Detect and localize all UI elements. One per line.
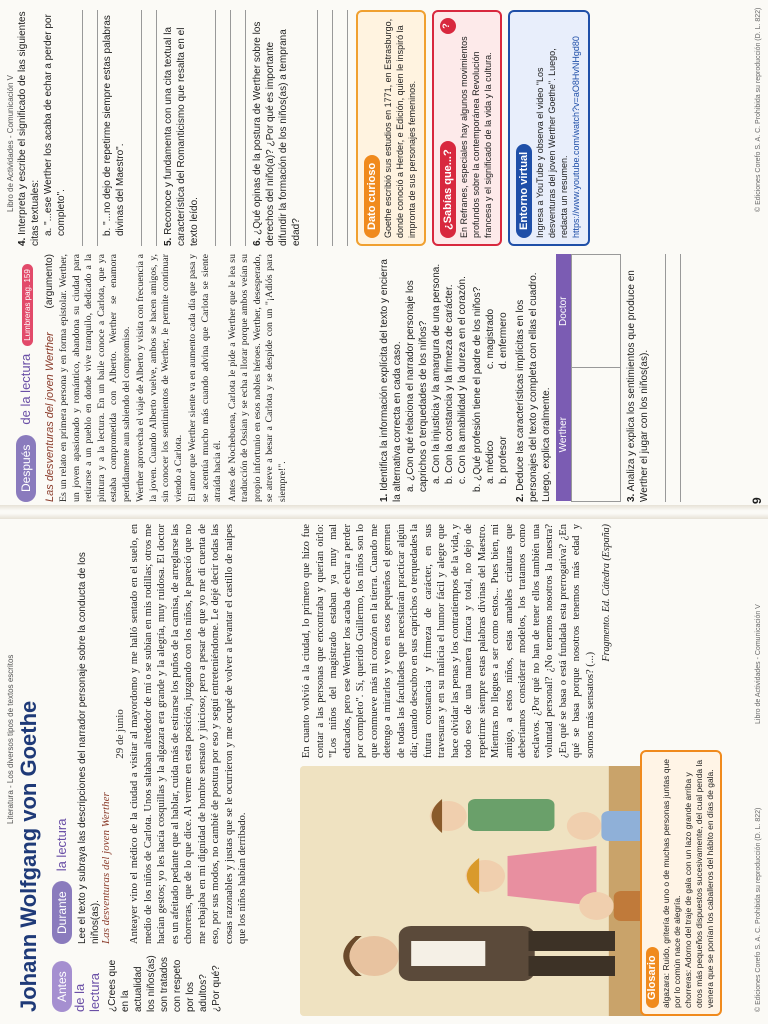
answer-line-6-1[interactable] xyxy=(303,10,318,246)
glosario-entry-1: algazara: Ruido, gritería de uno o de muchas personas juntas que por lo común nace de alegría. xyxy=(661,758,682,1008)
despues-sub: de la lectura xyxy=(18,353,33,425)
answer-line-5-1[interactable] xyxy=(201,10,216,246)
right-runhead: Libro de Actividades - Comunicación V xyxy=(6,75,15,212)
author-title: Johann Wolfgang von Goethe xyxy=(16,700,41,1012)
left-runhead: Literatura - Los diversos tipos de textos escritos xyxy=(6,654,15,824)
synopsis-paragraph-3: El amor que Werther siente va en aumento cada día que pasa y se acentúa mucho más cuando advina que Carlota se siente atraída hacia él. xyxy=(187,254,223,502)
question-2: 2. Deduce las características implícitas en los personajes del texto y completa con ellas el cuadro. Luego, explica oralmente. xyxy=(515,272,552,502)
q1b-option-b[interactable]: b. profesor xyxy=(498,436,509,484)
questions-column-2 xyxy=(16,10,590,246)
story-title: Las desventuras del joven Werther xyxy=(100,792,112,944)
synopsis-paragraph-4: Antes de Nochebuena, Carlota le pide a Werther que le lea su traducción de Ossian y se echa a llorar porque ambos veían su propio infortunio en esos nobles héroes. Werther, desesperado, se atreve a besar a Carlota y se despide con un "¡Adiós para siempre!". xyxy=(226,254,288,502)
q1b-option-d[interactable]: d. enfermero xyxy=(498,312,509,369)
answer-line-5-3[interactable] xyxy=(231,10,246,246)
synopsis-block xyxy=(44,254,291,502)
lumbreras-link[interactable]: Lumbreras pag. 159 xyxy=(22,264,33,346)
antes-question: ¿Crees que en la actualidad los niños(as) son tratados con respeto por los adultos? ¿Por qué? xyxy=(107,955,222,1012)
answer-line-4b-1[interactable] xyxy=(127,10,142,246)
question-4: 4. Interpreta y escribe el significado de las siguientes citas textuales: xyxy=(17,11,41,246)
question-mark-icon: ? xyxy=(440,18,456,34)
page-number: 9 xyxy=(750,497,764,504)
despues-pill: Después xyxy=(16,435,36,502)
glosario-title: Glosario xyxy=(646,947,659,1008)
table-header-doctor: Doctor xyxy=(556,255,572,368)
answer-line-3a[interactable] xyxy=(651,254,666,502)
synopsis-kind: (argumento) xyxy=(44,254,55,309)
q1a-option-b[interactable]: b. Con la constancia y la firmeza de carácter. xyxy=(444,284,455,484)
despues-header xyxy=(16,252,36,502)
story-block xyxy=(100,524,256,944)
glosario-box xyxy=(640,750,722,1016)
entorno-virtual-url[interactable]: https://www.youtube.com/watch?v=aO8HvNHgd80 xyxy=(571,36,581,238)
question-3: 3. Analiza y explica los sentimientos que produce en Werther el jugar con los niños(as). xyxy=(626,270,650,502)
answer-line-4b-2[interactable] xyxy=(142,10,157,246)
answer-line-6-3[interactable] xyxy=(333,10,348,246)
q1b-option-a[interactable]: a. médico xyxy=(485,440,496,484)
questions-column-1 xyxy=(378,254,681,502)
question-6: 6. ¿Qué opinas de la postura de Werther sobre los derechos del niño(a)? ¿Por qué es importante difundir la formación de los niños(as) a temprana edad? xyxy=(252,21,302,246)
durante-pill: Durante xyxy=(52,881,72,944)
durante-sub: la lectura xyxy=(54,818,69,872)
story-source: Fragmento. Ed. Cátedra (España) xyxy=(601,524,612,662)
question-4a: a. "...ese Werther los acaba de echar a perder por completo". xyxy=(43,14,67,236)
entorno-virtual-title: Entorno virtual xyxy=(516,144,532,238)
right-footline: © Ediciones Corefo S. A. C. Prohibida su reproducción (D. L. 822) xyxy=(755,7,762,212)
question-1: 1. Identifica la información explícita del texto y encierra la alternativa correcta en cada caso. xyxy=(379,259,403,502)
answer-line-6-2[interactable] xyxy=(318,10,333,246)
synopsis-title: Las desventuras del joven Werther xyxy=(44,332,56,502)
durante-section xyxy=(52,524,102,944)
antes-pill: Antes xyxy=(52,961,72,1012)
answer-line-4a-2[interactable] xyxy=(83,10,98,246)
question-5: 5. Reconoce y fundamenta con una cita textual la característica del Romanticismo que resalta en el texto leído. xyxy=(163,26,200,246)
answer-line-3b[interactable] xyxy=(666,254,681,502)
table-header-werther: Werther xyxy=(556,368,572,502)
story-date: 29 de junio xyxy=(114,709,126,759)
characters-table xyxy=(556,254,621,502)
story-block-continued xyxy=(300,524,612,758)
synopsis-paragraph-1: Es un relato en primera persona y en forma epistolar. Werther, un joven apasionado y romántico, abandona su ciudad para retirarse a un pueblo en donde vive tranquilo, dedicado a la pintura y a la lectura. En un baile conoce a Carlota, que ya estaba comprometida con Alberto. Werther se enamora perdidamente aun sabiendo del compromiso. xyxy=(58,254,132,502)
left-footline: © Ediciones Corefo S. A. C. Prohibida su reproducción (D. L. 822) xyxy=(755,807,762,1012)
left-side-label: Libro de Actividades - Comunicación V xyxy=(755,604,762,724)
synopsis-paragraph-2: Werther aprovecha el viaje de Alberto y visita con frecuencia a la joven. Cuando Alberto vuelve, ambos se hacen amigos, y, sin conocer los sentimientos de Werther, le permite continuar viendo a Carlota. xyxy=(135,254,184,502)
question-1a: a. ¿Con qué relaciona el narrador personaje los caprichos o terquedades de los niños? xyxy=(405,280,429,492)
q1a-option-c[interactable]: c. Con la amabilidad y la dureza en el corazón. xyxy=(457,276,468,484)
question-1b: b. ¿Qué profesión tiene el padre de los niños? xyxy=(472,286,483,492)
q1b-option-c[interactable]: c. magistrado xyxy=(485,308,496,369)
q1a-option-a[interactable]: a. Con la injusticia y la amargura de una persona. xyxy=(431,263,442,484)
sabias-que-box xyxy=(432,10,502,246)
dato-curioso-title: Dato curioso xyxy=(364,155,380,238)
antes-section xyxy=(52,952,223,1012)
durante-instruction: Lee el texto y subraya las descripciones del narrador personaje sobre la conducta de los niños(as). xyxy=(77,552,101,944)
table-cell-werther[interactable] xyxy=(572,368,621,502)
sabias-que-text: En Refranes, especiales hay algunos movimientos profundos sobre la contemporánea Revolución francesa y el significado de la vida y la cultura. xyxy=(459,36,493,238)
story-paragraph-1: Anteayer vino el médico de la ciudad a visitar al mayordomo y me halló sentado en el suelo, en medio de los niños de Carlota. Unos saltaban alrededor de mí o se subían en mis rodillas; otros me hacían gestos; yo les hacía cosquillas y la algazara era grande y la alegría, muy ruidosa. El doctor es un afeitado pedante que al hablar, cuida más de estirarse los puños de la camisa, de arreglarse las chorreras, que de lo que dice. Al verme en esta posición, juzgando con los niños, le pareció que no me rebajaba en mi dignidad de hombre sensato y juicioso; pero a pesar de que yo me di cuenta de eso, por sus modos, no cambié de postura por eso y seguí entreteniéndome. Le dejé decir todas las cosas razonables y justas que se le ocurrieron y me ocupé de volver a levantar el castillo de naipes que los niños habían derribado. xyxy=(129,524,248,944)
answer-line-5-2[interactable] xyxy=(216,10,231,246)
q1b-options xyxy=(484,254,510,502)
dato-curioso-box xyxy=(356,10,426,246)
table-cell-doctor[interactable] xyxy=(572,255,621,368)
glosario-entry-2: chorreras: Adorno del traje de gala con un lazo grande arriba y otros más pequeños dispuestos sucesivamente, del cual penda la venera que se ponían los caballeros del hábito en días de gala. xyxy=(683,759,715,1008)
sabias-que-title: ¿Sabías que...? xyxy=(440,141,456,238)
answer-line-4a-1[interactable] xyxy=(68,10,83,246)
antes-sub: de la lectura xyxy=(72,972,102,1012)
dato-curioso-text: Goethe escribió sus estudios en 1771, en Estrasburgo, donde conoció a Herder, e Edición, quien le inspiró la impronta de sus personajes femeninos. xyxy=(383,18,417,238)
left-page xyxy=(0,512,768,1024)
entorno-virtual-text: Ingresa a YouTube y observa el video "Los desventuras del joven Werther Goethe". Luego, redacta un resumen. xyxy=(535,48,569,238)
entorno-virtual-box xyxy=(508,10,590,246)
question-4b: b. "...no dejo de repetirme siempre estas palabras divinas del Maestro". xyxy=(102,15,126,236)
story-paragraph-2: En cuanto volvió a la ciudad, lo primero que hizo fue contar a las personas que encontraba y querían oírlo: "Los niños del magistrado estaban ya muy mal educados, pero ese Werther los acaba de echar a perder por completo". Sí, querido Guillermo, los niños son lo que conmueve más mi corazón en la tierra. Cuando me detengo a mirarlos y veo en esos pequeños el germen de todas las facultades que necesitarán practicar algún día; cuando descubro en sus caprichos o terquedades la futura constancia y firmeza de carácter, en sus travesuras y en su malicia el humor fácil y alegre que hace olvidar las penas y los contratiempos de la vida, y todo eso de una manera franca y total, no dejo de repetirme siempre estas palabras divinas del Maestro. Mientras no llegues a ser como estos... Pues bien, mi amigo, a estos niños, estas amables criaturas que deberíamos considerar modelos, los tratamos como esclavos. ¿Por qué no han de tener ellos también una voluntad personal? ¿No tenemos nosotros la nuestra? ¿En qué se basa o está fundada esta prerrogativa? ¿En qué se basa porque nosotros tenemos más edad y somos más sensatos? (...) xyxy=(301,524,596,758)
